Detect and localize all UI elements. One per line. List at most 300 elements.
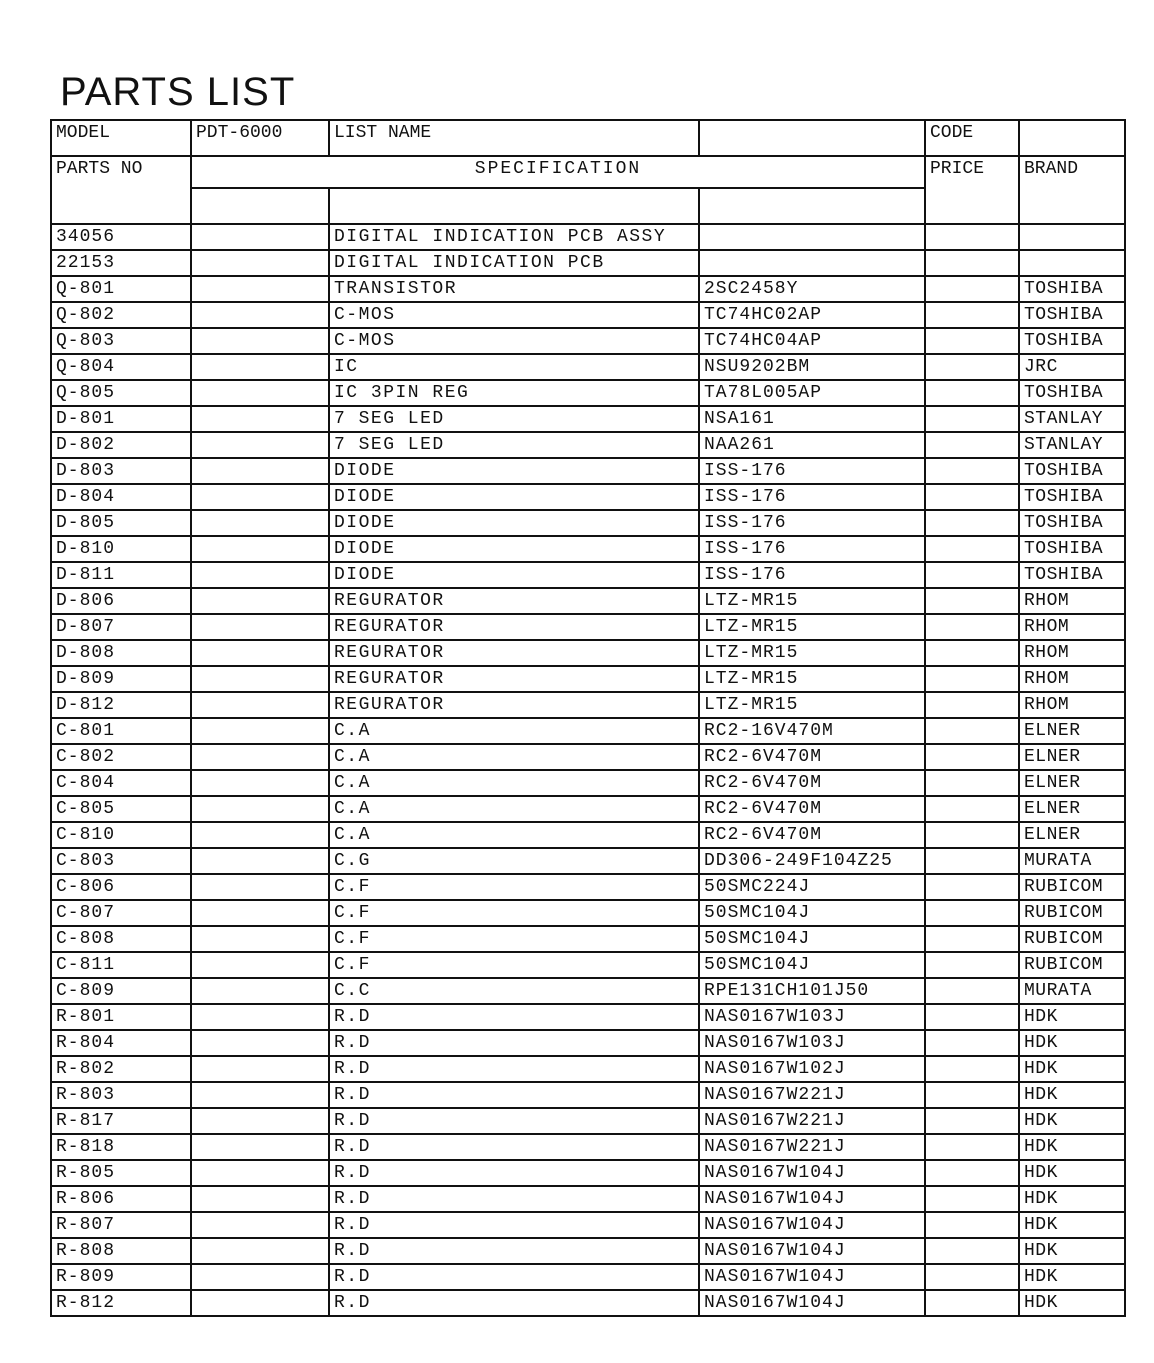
specification-label: SPECIFICATION — [191, 156, 925, 188]
blank-cell — [191, 1186, 329, 1212]
part-number: C-810 — [51, 822, 191, 848]
blank-cell — [191, 588, 329, 614]
price-cell — [925, 926, 1019, 952]
part-brand: STANLAY — [1019, 406, 1125, 432]
blank-cell — [191, 562, 329, 588]
part-brand: RUBICOM — [1019, 926, 1125, 952]
table-row — [51, 1082, 1125, 1108]
price-cell — [925, 614, 1019, 640]
table-row — [51, 1056, 1125, 1082]
price-cell — [925, 588, 1019, 614]
table-row — [51, 718, 1125, 744]
blank-cell — [191, 978, 329, 1004]
price-cell — [925, 1108, 1019, 1134]
table-row — [51, 380, 1125, 406]
part-number: D-806 — [51, 588, 191, 614]
part-brand: RHOM — [1019, 640, 1125, 666]
part-description: R.D — [329, 1082, 699, 1108]
part-spec: 50SMC224J — [699, 874, 925, 900]
part-number: C-807 — [51, 900, 191, 926]
part-brand: ELNER — [1019, 718, 1125, 744]
part-spec: NSA161 — [699, 406, 925, 432]
price-cell — [925, 354, 1019, 380]
part-description: IC — [329, 354, 699, 380]
parts-table — [50, 119, 1126, 1317]
blank-cell — [191, 510, 329, 536]
part-description: R.D — [329, 1238, 699, 1264]
part-spec: RC2-6V470M — [699, 796, 925, 822]
table-row — [51, 1186, 1125, 1212]
blank-cell — [191, 406, 329, 432]
blank-cell — [191, 1238, 329, 1264]
part-brand: TOSHIBA — [1019, 510, 1125, 536]
part-number: R-812 — [51, 1290, 191, 1316]
part-number: R-801 — [51, 1004, 191, 1030]
part-number: D-802 — [51, 432, 191, 458]
part-brand: TOSHIBA — [1019, 328, 1125, 354]
part-brand: HDK — [1019, 1108, 1125, 1134]
part-description: R.D — [329, 1030, 699, 1056]
table-row — [51, 848, 1125, 874]
part-spec: TC74HC02AP — [699, 302, 925, 328]
blank-cell — [191, 796, 329, 822]
price-cell — [925, 666, 1019, 692]
part-description: R.D — [329, 1134, 699, 1160]
blank-cell — [191, 250, 329, 276]
part-number: Q-802 — [51, 302, 191, 328]
part-number: D-810 — [51, 536, 191, 562]
blank-cell — [191, 1004, 329, 1030]
part-description: R.D — [329, 1056, 699, 1082]
table-row — [51, 874, 1125, 900]
price-label: PRICE — [925, 156, 1019, 224]
part-spec: ISS-176 — [699, 562, 925, 588]
part-number: C-801 — [51, 718, 191, 744]
part-number: D-801 — [51, 406, 191, 432]
table-row — [51, 822, 1125, 848]
table-row — [51, 614, 1125, 640]
table-row — [51, 1264, 1125, 1290]
part-brand: HDK — [1019, 1082, 1125, 1108]
part-description: R.D — [329, 1290, 699, 1316]
list-name-value — [699, 120, 925, 156]
model-label: MODEL — [51, 120, 191, 156]
part-description: C.F — [329, 952, 699, 978]
brand-label: BRAND — [1019, 156, 1125, 224]
price-cell — [925, 1082, 1019, 1108]
part-spec: NAS0167W104J — [699, 1290, 925, 1316]
part-number: D-812 — [51, 692, 191, 718]
blank-cell — [191, 276, 329, 302]
part-number: C-808 — [51, 926, 191, 952]
part-spec — [699, 250, 925, 276]
part-brand: TOSHIBA — [1019, 484, 1125, 510]
table-row — [51, 224, 1125, 250]
part-number: C-802 — [51, 744, 191, 770]
price-cell — [925, 1004, 1019, 1030]
part-number: R-808 — [51, 1238, 191, 1264]
part-brand: RHOM — [1019, 666, 1125, 692]
part-number: R-806 — [51, 1186, 191, 1212]
blank-cell — [191, 1056, 329, 1082]
part-description: C.A — [329, 744, 699, 770]
part-number: Q-804 — [51, 354, 191, 380]
price-cell — [925, 302, 1019, 328]
part-spec: NSU9202BM — [699, 354, 925, 380]
blank-cell — [191, 484, 329, 510]
part-spec: NAS0167W104J — [699, 1160, 925, 1186]
price-cell — [925, 1056, 1019, 1082]
blank-cell — [191, 1212, 329, 1238]
price-cell — [925, 796, 1019, 822]
blank-cell — [191, 1264, 329, 1290]
table-row — [51, 1030, 1125, 1056]
table-row — [51, 562, 1125, 588]
part-description: REGURATOR — [329, 666, 699, 692]
price-cell — [925, 1160, 1019, 1186]
price-cell — [925, 458, 1019, 484]
blank-cell — [191, 328, 329, 354]
price-cell — [925, 250, 1019, 276]
price-cell — [925, 1290, 1019, 1316]
table-row — [51, 1004, 1125, 1030]
blank-cell — [191, 1030, 329, 1056]
part-spec: DD306-249F104Z25 — [699, 848, 925, 874]
part-number: D-807 — [51, 614, 191, 640]
part-spec: LTZ-MR15 — [699, 588, 925, 614]
part-number: D-804 — [51, 484, 191, 510]
table-row — [51, 952, 1125, 978]
blank-cell — [191, 874, 329, 900]
table-row — [51, 796, 1125, 822]
part-spec: 50SMC104J — [699, 926, 925, 952]
page-title: PARTS LIST — [60, 70, 296, 114]
blank-cell — [191, 926, 329, 952]
part-description: C.A — [329, 822, 699, 848]
part-number: D-809 — [51, 666, 191, 692]
part-spec: RC2-16V470M — [699, 718, 925, 744]
part-description: R.D — [329, 1004, 699, 1030]
part-brand: ELNER — [1019, 796, 1125, 822]
price-cell — [925, 770, 1019, 796]
part-number: R-803 — [51, 1082, 191, 1108]
part-number: Q-805 — [51, 380, 191, 406]
part-number: R-802 — [51, 1056, 191, 1082]
part-number: R-804 — [51, 1030, 191, 1056]
part-description: REGURATOR — [329, 614, 699, 640]
table-row — [51, 484, 1125, 510]
part-spec: LTZ-MR15 — [699, 640, 925, 666]
part-number: Q-801 — [51, 276, 191, 302]
part-number: C-804 — [51, 770, 191, 796]
part-number: C-803 — [51, 848, 191, 874]
table-row — [51, 250, 1125, 276]
price-cell — [925, 562, 1019, 588]
part-brand: HDK — [1019, 1160, 1125, 1186]
header-row-spec — [51, 156, 1125, 188]
list-name-label: LIST NAME — [329, 120, 699, 156]
header-row-model — [51, 120, 1125, 156]
part-description: REGURATOR — [329, 588, 699, 614]
blank-cell — [191, 900, 329, 926]
part-description: C-MOS — [329, 302, 699, 328]
part-spec: NAS0167W104J — [699, 1264, 925, 1290]
part-brand: HDK — [1019, 1212, 1125, 1238]
subheader-cell — [699, 188, 925, 224]
part-brand: RUBICOM — [1019, 874, 1125, 900]
price-cell — [925, 1186, 1019, 1212]
table-row — [51, 536, 1125, 562]
blank-cell — [191, 458, 329, 484]
part-brand: HDK — [1019, 1264, 1125, 1290]
price-cell — [925, 510, 1019, 536]
part-spec: NAS0167W221J — [699, 1134, 925, 1160]
part-spec: RC2-6V470M — [699, 822, 925, 848]
part-brand: TOSHIBA — [1019, 536, 1125, 562]
blank-cell — [191, 1160, 329, 1186]
price-cell — [925, 432, 1019, 458]
part-number: D-803 — [51, 458, 191, 484]
parts-no-label: PARTS NO — [51, 156, 191, 224]
table-row — [51, 328, 1125, 354]
price-cell — [925, 978, 1019, 1004]
table-row — [51, 770, 1125, 796]
part-spec: TC74HC04AP — [699, 328, 925, 354]
part-spec: 2SC2458Y — [699, 276, 925, 302]
price-cell — [925, 536, 1019, 562]
part-spec: 50SMC104J — [699, 952, 925, 978]
blank-cell — [191, 822, 329, 848]
part-brand: STANLAY — [1019, 432, 1125, 458]
price-cell — [925, 224, 1019, 250]
part-spec: ISS-176 — [699, 458, 925, 484]
part-number: D-811 — [51, 562, 191, 588]
subheader-cell — [329, 188, 699, 224]
part-spec — [699, 224, 925, 250]
part-brand: RHOM — [1019, 614, 1125, 640]
part-brand: TOSHIBA — [1019, 458, 1125, 484]
part-description: REGURATOR — [329, 640, 699, 666]
part-brand: MURATA — [1019, 978, 1125, 1004]
part-number: R-818 — [51, 1134, 191, 1160]
blank-cell — [191, 536, 329, 562]
table-row — [51, 1290, 1125, 1316]
table-row — [51, 900, 1125, 926]
blank-cell — [191, 692, 329, 718]
part-description: DIODE — [329, 484, 699, 510]
part-number: 22153 — [51, 250, 191, 276]
part-spec: RPE131CH101J50 — [699, 978, 925, 1004]
part-description: DIODE — [329, 458, 699, 484]
blank-cell — [191, 432, 329, 458]
blank-cell — [191, 1134, 329, 1160]
part-spec: RC2-6V470M — [699, 744, 925, 770]
subheader-cell — [191, 188, 329, 224]
part-number: C-806 — [51, 874, 191, 900]
part-number: Q-803 — [51, 328, 191, 354]
part-spec: NAS0167W221J — [699, 1108, 925, 1134]
price-cell — [925, 822, 1019, 848]
part-spec: ISS-176 — [699, 484, 925, 510]
price-cell — [925, 874, 1019, 900]
part-description: C.F — [329, 900, 699, 926]
price-cell — [925, 1134, 1019, 1160]
part-spec: NAS0167W221J — [699, 1082, 925, 1108]
table-row — [51, 692, 1125, 718]
part-brand: HDK — [1019, 1134, 1125, 1160]
price-cell — [925, 640, 1019, 666]
part-brand: HDK — [1019, 1186, 1125, 1212]
part-description: C.F — [329, 874, 699, 900]
table-row — [51, 1238, 1125, 1264]
part-brand — [1019, 250, 1125, 276]
part-spec: TA78L005AP — [699, 380, 925, 406]
part-spec: ISS-176 — [699, 536, 925, 562]
blank-cell — [191, 1082, 329, 1108]
part-description: R.D — [329, 1186, 699, 1212]
table-row — [51, 458, 1125, 484]
part-spec: LTZ-MR15 — [699, 666, 925, 692]
price-cell — [925, 1238, 1019, 1264]
price-cell — [925, 744, 1019, 770]
part-description: R.D — [329, 1264, 699, 1290]
table-row — [51, 640, 1125, 666]
part-number: D-805 — [51, 510, 191, 536]
table-row — [51, 510, 1125, 536]
table-row — [51, 406, 1125, 432]
part-number: 34056 — [51, 224, 191, 250]
part-spec: NAS0167W104J — [699, 1238, 925, 1264]
blank-cell — [191, 848, 329, 874]
part-number: R-807 — [51, 1212, 191, 1238]
part-spec: 50SMC104J — [699, 900, 925, 926]
part-description: R.D — [329, 1212, 699, 1238]
code-value — [1019, 120, 1125, 156]
price-cell — [925, 1030, 1019, 1056]
table-row — [51, 588, 1125, 614]
part-description: DIODE — [329, 510, 699, 536]
blank-cell — [191, 1108, 329, 1134]
table-row — [51, 354, 1125, 380]
blank-cell — [191, 770, 329, 796]
blank-cell — [191, 224, 329, 250]
part-number: C-809 — [51, 978, 191, 1004]
part-brand: RUBICOM — [1019, 952, 1125, 978]
price-cell — [925, 406, 1019, 432]
part-brand: ELNER — [1019, 822, 1125, 848]
part-description: DIGITAL INDICATION PCB ASSY — [329, 224, 699, 250]
price-cell — [925, 1264, 1019, 1290]
blank-cell — [191, 952, 329, 978]
part-brand: HDK — [1019, 1056, 1125, 1082]
price-cell — [925, 718, 1019, 744]
part-brand: TOSHIBA — [1019, 562, 1125, 588]
part-spec: NAS0167W103J — [699, 1030, 925, 1056]
price-cell — [925, 848, 1019, 874]
table-row — [51, 1134, 1125, 1160]
table-row — [51, 744, 1125, 770]
part-number: R-817 — [51, 1108, 191, 1134]
part-brand: JRC — [1019, 354, 1125, 380]
part-description: C.A — [329, 796, 699, 822]
part-brand: ELNER — [1019, 770, 1125, 796]
part-spec: LTZ-MR15 — [699, 614, 925, 640]
price-cell — [925, 328, 1019, 354]
part-description: C-MOS — [329, 328, 699, 354]
part-brand: TOSHIBA — [1019, 276, 1125, 302]
blank-cell — [191, 640, 329, 666]
part-brand: HDK — [1019, 1238, 1125, 1264]
part-spec: ISS-176 — [699, 510, 925, 536]
blank-cell — [191, 302, 329, 328]
part-spec: NAS0167W103J — [699, 1004, 925, 1030]
blank-cell — [191, 614, 329, 640]
model-value: PDT-6000 — [191, 120, 329, 156]
part-brand: RHOM — [1019, 692, 1125, 718]
part-description: 7 SEG LED — [329, 432, 699, 458]
part-number: R-805 — [51, 1160, 191, 1186]
table-row — [51, 926, 1125, 952]
part-description: DIODE — [329, 536, 699, 562]
price-cell — [925, 1212, 1019, 1238]
part-description: 7 SEG LED — [329, 406, 699, 432]
part-description: C.G — [329, 848, 699, 874]
table-row — [51, 1212, 1125, 1238]
part-brand: RUBICOM — [1019, 900, 1125, 926]
blank-cell — [191, 744, 329, 770]
part-spec: NAS0167W104J — [699, 1212, 925, 1238]
part-brand: RHOM — [1019, 588, 1125, 614]
blank-cell — [191, 354, 329, 380]
code-label: CODE — [925, 120, 1019, 156]
part-description: IC 3PIN REG — [329, 380, 699, 406]
part-number: R-809 — [51, 1264, 191, 1290]
price-cell — [925, 952, 1019, 978]
part-spec: LTZ-MR15 — [699, 692, 925, 718]
part-description: DIODE — [329, 562, 699, 588]
part-brand: ELNER — [1019, 744, 1125, 770]
part-description: C.A — [329, 770, 699, 796]
blank-cell — [191, 1290, 329, 1316]
part-spec: NAS0167W104J — [699, 1186, 925, 1212]
part-description: REGURATOR — [329, 692, 699, 718]
part-brand: HDK — [1019, 1290, 1125, 1316]
table-row — [51, 1108, 1125, 1134]
part-description: C.A — [329, 718, 699, 744]
price-cell — [925, 380, 1019, 406]
part-spec: RC2-6V470M — [699, 770, 925, 796]
part-brand — [1019, 224, 1125, 250]
part-description: C.C — [329, 978, 699, 1004]
part-number: C-805 — [51, 796, 191, 822]
part-description: R.D — [329, 1160, 699, 1186]
part-number: C-811 — [51, 952, 191, 978]
blank-cell — [191, 666, 329, 692]
part-brand: HDK — [1019, 1004, 1125, 1030]
part-brand: HDK — [1019, 1030, 1125, 1056]
part-description: C.F — [329, 926, 699, 952]
table-row — [51, 1160, 1125, 1186]
table-row — [51, 276, 1125, 302]
price-cell — [925, 484, 1019, 510]
part-brand: TOSHIBA — [1019, 302, 1125, 328]
part-brand: TOSHIBA — [1019, 380, 1125, 406]
table-row — [51, 978, 1125, 1004]
price-cell — [925, 692, 1019, 718]
table-row — [51, 302, 1125, 328]
part-description: DIGITAL INDICATION PCB — [329, 250, 699, 276]
part-spec: NAS0167W102J — [699, 1056, 925, 1082]
